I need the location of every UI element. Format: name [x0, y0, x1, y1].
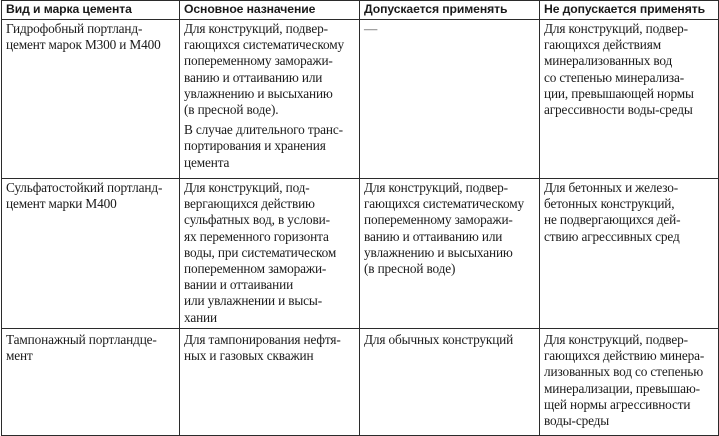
- cell-text-line: Сульфатостойкий портланд-: [6, 180, 163, 195]
- header-row: [2, 1, 719, 20]
- cell-text-line: воды-среды: [544, 413, 610, 429]
- cell-paragraph: [184, 180, 356, 326]
- cell-text-line: В случае длительного транс-: [184, 122, 343, 138]
- cell-text-line: цемент марки М400: [6, 196, 117, 212]
- cell-text-line: Для конструкций, подвер-: [544, 332, 688, 347]
- cell-text-line: Тампонажный портландце-: [6, 332, 157, 347]
- table-row: [2, 329, 719, 436]
- cell-text-line: агрессивности воды-среды: [544, 102, 693, 118]
- cell-allowed-use: [360, 179, 540, 329]
- cell-text-line: мент: [6, 348, 33, 364]
- cell-main-purpose: [180, 20, 360, 179]
- cell-text-line: попеременном заморажи-: [184, 261, 327, 277]
- cell-text-line: увлажнению и высыханию: [364, 244, 513, 260]
- cell-main-purpose: [180, 329, 360, 436]
- cell-text-line: ных и газовых скважин: [184, 348, 314, 364]
- cell-text-line: Для конструкций, подвер-: [544, 21, 688, 36]
- cement-table: [1, 0, 719, 436]
- cell-text-line: щей нормы агрессивности: [544, 396, 691, 412]
- cell-text-line: гающихся действию минера-: [544, 348, 705, 364]
- cell-text-line: попеременному заморажи-: [184, 53, 333, 69]
- cell-text-line: минерализованных вод: [544, 53, 673, 69]
- cell-text-line: Для конструкций, под-: [184, 180, 310, 195]
- cell-text-line: хании: [184, 309, 217, 325]
- cell-text-line: гающихся систематическому: [184, 37, 345, 53]
- cell-paragraph: [184, 332, 356, 364]
- cell-text-line: гающихся систематическому: [364, 196, 525, 212]
- header-forbidden-use: Не допускается применять: [540, 1, 719, 20]
- cell-text-line: ванию и оттаиванию или: [364, 228, 503, 244]
- cell-text-line: Для бетонных и железо-: [544, 180, 679, 195]
- cell-main-purpose: [180, 179, 360, 329]
- cell-allowed-use: [360, 20, 540, 179]
- cell-paragraph: [364, 332, 536, 348]
- cell-text-line: лизованных вод со степенью: [544, 364, 703, 380]
- table-row: [2, 20, 719, 179]
- cell-text-line: цемент марок М300 и М400: [6, 37, 161, 53]
- header-main-purpose: Основное назначение: [180, 1, 360, 20]
- table-row: [2, 179, 719, 329]
- cell-text-line: воды, при систематическом: [184, 244, 337, 260]
- cell-text-line: портирования и хранения: [184, 138, 326, 154]
- cell-text-line: Гидрофобный портланд-: [6, 21, 143, 36]
- cell-cement-type: [2, 179, 180, 329]
- cell-paragraph: [544, 332, 715, 429]
- cell-forbidden-use: [540, 329, 719, 436]
- cell-paragraph: [364, 21, 536, 37]
- cell-cement-type: [2, 20, 180, 179]
- header-allowed-use: Допускается применять: [360, 1, 540, 20]
- cell-text-line: (в пресной воде): [364, 261, 456, 277]
- cell-paragraph: [544, 180, 715, 245]
- cell-text-line: сульфатных вод, в услови-: [184, 212, 330, 228]
- cell-text-line: цемента: [184, 154, 230, 170]
- cell-text-line: Для тампонирования нефтя-: [184, 332, 341, 347]
- cell-cement-type: [2, 329, 180, 436]
- cell-text-line: не подвергающихся дей-: [544, 212, 681, 228]
- cell-forbidden-use: [540, 179, 719, 329]
- cell-text-line: минерализации, превышаю-: [544, 380, 700, 396]
- cell-forbidden-use: [540, 20, 719, 179]
- cell-text-line: попеременному заморажи-: [364, 212, 513, 228]
- cell-text-line: Для конструкций, подвер-: [364, 180, 508, 195]
- cell-paragraph: [6, 180, 176, 212]
- header-cement-type: Вид и марка цемента: [2, 1, 180, 20]
- cell-text-line: —: [364, 21, 378, 36]
- cell-text-line: (в пресной воде).: [184, 102, 279, 118]
- cell-text-line: ях переменного горизонта: [184, 228, 329, 244]
- cell-text-line: вании и оттаивании: [184, 277, 294, 293]
- cell-paragraph: [184, 122, 356, 171]
- cell-text-line: ции, превышающей нормы: [544, 85, 694, 101]
- cell-text-line: гающихся действиям: [544, 37, 661, 53]
- cell-text-line: ствию агрессивных сред: [544, 228, 680, 244]
- cell-text-line: увлажнению и высыханию: [184, 85, 333, 101]
- cell-paragraph: [364, 180, 536, 277]
- cell-text-line: вергающихся действию: [184, 196, 315, 212]
- cell-paragraph: [184, 21, 356, 118]
- cell-text-line: Для обычных конструкций: [364, 332, 514, 347]
- cell-text-line: или увлажнении и высы-: [184, 293, 322, 309]
- cell-text-line: Для конструкций, подвер-: [184, 21, 328, 36]
- cell-text-line: со степенью минерализа-: [544, 69, 685, 85]
- cell-paragraph: [544, 21, 715, 118]
- cell-paragraph: [6, 332, 176, 364]
- cell-text-line: бетонных конструкций,: [544, 196, 675, 212]
- cell-allowed-use: [360, 329, 540, 436]
- cell-text-line: ванию и оттаиванию или: [184, 69, 323, 85]
- cell-paragraph: [6, 21, 176, 53]
